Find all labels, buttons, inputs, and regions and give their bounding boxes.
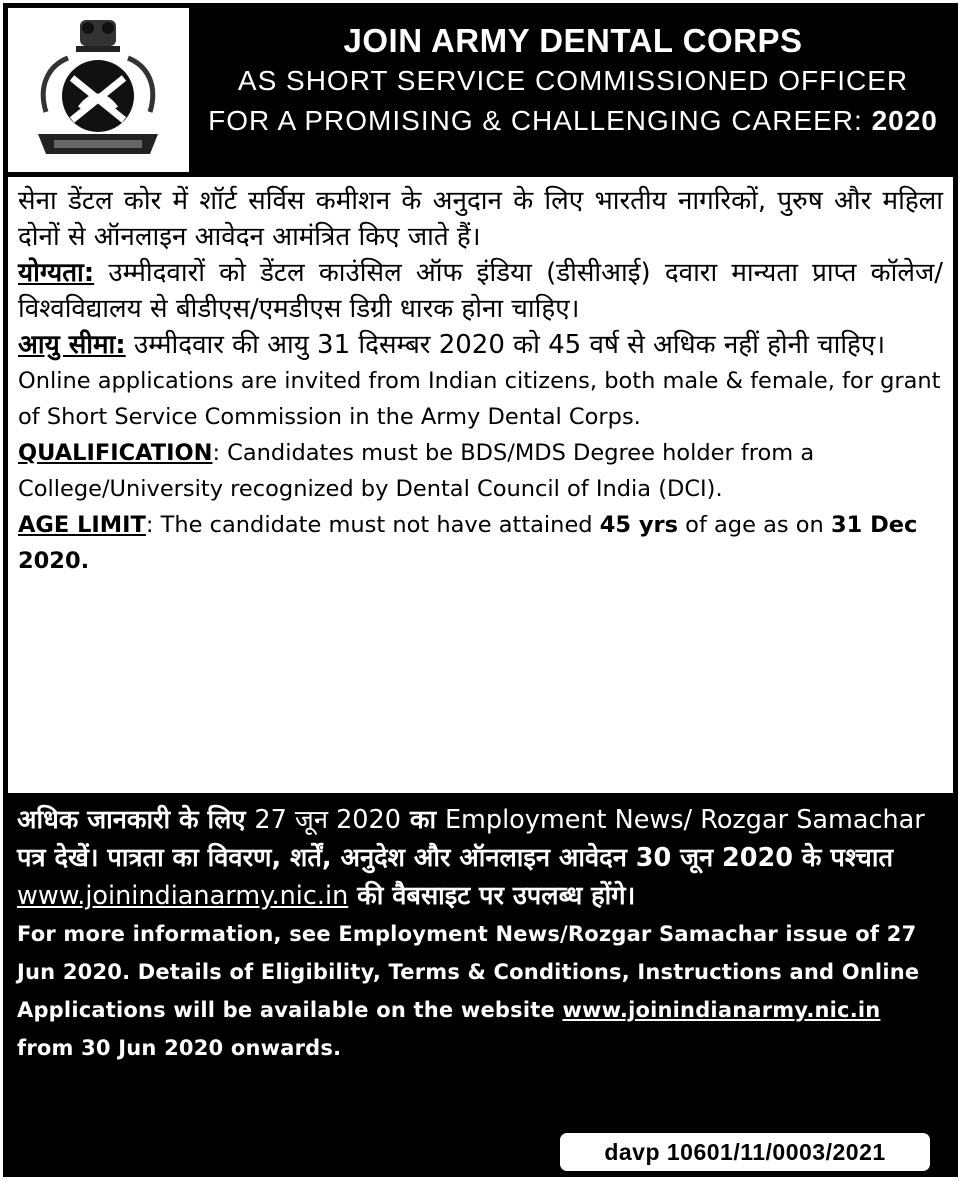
subtitle-line-2	[193, 101, 953, 141]
hindi-intro: सेना डेंटल कोर में शॉर्ट सर्विस कमीशन के अनुदान के लिए भारतीय नागरिकों, पुरुष और महिला दोनों से ऑनलाइन आवेदन आमंत्रित किए जाते हैं।	[18, 186, 943, 252]
main-content	[8, 177, 953, 793]
hindi-age-limit	[18, 327, 943, 363]
english-qualification-label: QUALIFICATION	[18, 440, 213, 466]
davp-code-badge: davp 10601/11/0003/2021	[557, 1130, 933, 1174]
english-age-label: AGE LIMIT	[18, 512, 146, 538]
footer-english-part-2: from 30 Jun 2020 onwards.	[17, 1036, 342, 1060]
footer-hindi	[17, 801, 944, 915]
army-emblem	[8, 8, 189, 172]
footer-hindi-part-1: अधिक जानकारी के लिए	[17, 805, 255, 835]
hindi-qualification-text: उम्मीदवारों को डेंटल काउंसिल ऑफ इंडिया (डीसीआई) दवारा मान्यता प्राप्त कॉलेज/विश्वविद्यालय से बीडीएस/एमडीएस डिग्री धारक होना चाहिए।	[18, 258, 943, 324]
title-block	[193, 21, 953, 141]
advertisement-frame	[3, 3, 958, 1177]
army-emblem-icon	[28, 16, 168, 164]
footer-english-part-1: For more information, see Employment News/Rozgar Samachar issue of 27 Jun 2020. Details of Eligibility, Terms & Conditions, Instructions and Online Applications will be available on the website	[17, 922, 920, 1022]
english-age-limit	[18, 507, 943, 579]
subtitle-line-1: AS SHORT SERVICE COMMISSIONED OFFICER	[237, 65, 909, 96]
header	[3, 3, 958, 175]
subtitle-text: FOR A PROMISING & CHALLENGING CAREER:	[208, 105, 863, 136]
year: 2020	[871, 105, 938, 136]
english-qualification-text: : Candidates must be BDS/MDS Degree holder from a College/University recognized by Dental Council of India (DCI).	[18, 440, 815, 502]
english-intro: Online applications are invited from Indian citizens, both male & female, for grant of Short Service Commission in the Army Dental Corps.	[18, 368, 941, 430]
page-title: JOIN ARMY DENTAL CORPS	[343, 22, 803, 59]
hindi-age-label: आयु सीमा:	[18, 330, 126, 360]
footer-hindi-website-link[interactable]: www.joinindianarmy.nic.in	[17, 881, 349, 911]
english-age-text-2: of age as on	[678, 512, 831, 538]
footer	[3, 799, 958, 1177]
footer-hindi-part-2: का	[400, 805, 445, 835]
english-age-text-1: : The candidate must not have attained	[145, 512, 600, 538]
english-age-date: 31 Dec 2020.	[18, 512, 918, 574]
footer-hindi-part-3: पत्र देखें। पात्रता का विवरण, शर्तें, अनुदेश और ऑनलाइन आवेदन 30 जून 2020 के पश्चात	[17, 843, 894, 873]
footer-english	[17, 915, 944, 1067]
english-age-years: 45 yrs	[599, 512, 679, 538]
english-qualification	[18, 435, 943, 507]
hindi-age-text: उम्मीदवार की आयु 31 दिसम्बर 2020 को 45 वर्ष से अधिक नहीं होनी चाहिए।	[125, 330, 886, 360]
footer-english-website-link[interactable]: www.joinindianarmy.nic.in	[562, 998, 881, 1022]
footer-hindi-date: 27 जून 2020	[254, 805, 401, 835]
footer-hindi-paper: Employment News/ Rozgar Samachar	[444, 805, 925, 835]
hindi-qualification-label: योग्यता:	[18, 258, 95, 288]
hindi-qualification	[18, 255, 943, 327]
footer-hindi-part-4: की वैबसाइट पर उपलब्ध होंगे।	[348, 881, 636, 911]
